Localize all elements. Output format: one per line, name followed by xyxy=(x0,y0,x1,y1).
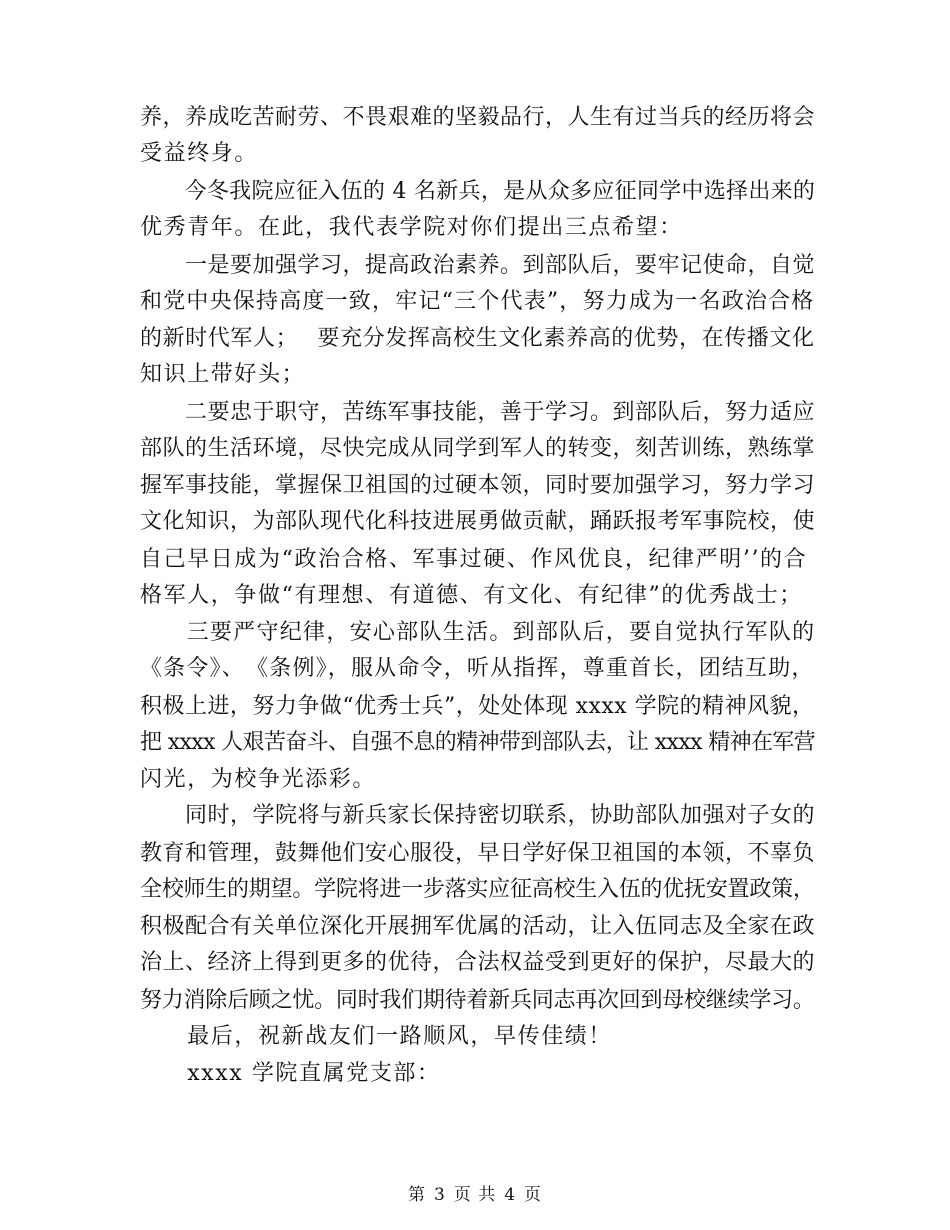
total-page-count: 4 xyxy=(504,1185,517,1205)
footer-suffix: 页 xyxy=(524,1185,543,1205)
footer-prefix: 第 xyxy=(407,1185,426,1205)
body-line: 部队的生活环境，尽快完成从同学到军人的转变，刻苦训练，熟练掌 xyxy=(140,436,816,461)
body-line: 一是要加强学习，提高政治素养。到部队后，要牢记使命，自觉 xyxy=(140,253,816,278)
body-line: 文化知识，为部队现代化科技进展勇做贡献，踊跃报考军事院校，使 xyxy=(140,509,816,534)
body-line: 今冬我院应征入伍的 4 名新兵，是从众多应征同学中选择出来的 xyxy=(140,179,816,204)
footer-middle: 页 共 xyxy=(453,1185,497,1205)
body-line: 养，养成吃苦耐劳、不畏艰难的坚毅品行，人生有过当兵的经历将会 xyxy=(140,105,816,130)
body-line: 积极上进，努力争做“优秀士兵”，处处体现 xxxx 学院的精神风貌， xyxy=(140,694,815,719)
current-page-number: 3 xyxy=(433,1185,446,1205)
body-line: 努力消除后顾之忧。同时我们期待着新兵同志再次回到母校继续学习。 xyxy=(140,988,815,1013)
body-line: 格军人，争做“有理想、有道德、有文化、有纪律”的优秀战士； xyxy=(140,583,803,608)
body-line: 全校师生的期望。学院将进一步落实应征高校生入伍的优抚安置政策， xyxy=(140,877,815,902)
body-line: 积极配合有关单位深化开展拥军优属的活动，让入伍同志及全家在政 xyxy=(140,914,816,939)
body-line: 把 xxxx 人艰苦奋斗、自强不息的精神带到部队去，让 xxxx 精神在军营 xyxy=(140,730,816,755)
body-line: 同时，学院将与新兵家长保持密切联系，协助部队加强对子女的 xyxy=(140,803,816,828)
body-line: 的新时代军人； 要充分发挥高校生文化素养高的优势，在传播文化 xyxy=(140,326,815,351)
body-line: 三要严守纪律，安心部队生活。到部队后，要自觉执行军队的 xyxy=(140,620,816,645)
body-line: 教育和管理，鼓舞他们安心服役，早日学好保卫祖国的本领，不辜负 xyxy=(140,841,816,866)
body-line: 受益终身。 xyxy=(140,141,259,166)
body-line: 知识上带好头； xyxy=(140,362,306,387)
body-line: 《条令》、 《条例》，服从命令，听从指挥，尊重首长，团结互助， xyxy=(140,656,815,681)
body-line: 二要忠于职守，苦练军事技能，善于学习。到部队后，努力适应 xyxy=(140,400,816,425)
body-line: 和党中央保持高度一致，牢记“三个代表”，努力成为一名政治合格 xyxy=(140,289,815,314)
body-line: 闪光，为校争光添彩。 xyxy=(140,767,377,792)
body-line: 最后，祝新战友们一路顺风，早传佳绩！ xyxy=(140,1024,613,1049)
body-line: 握军事技能，掌握保卫祖国的过硬本领，同时要加强学习，努力学习 xyxy=(140,473,816,498)
body-line: 治上、经济上得到更多的优待，合法权益受到更好的保护，尽最大的 xyxy=(140,950,816,975)
page-footer xyxy=(0,1180,950,1205)
body-line: xxxx 学院直属党支部： xyxy=(140,1061,441,1086)
body-line: 优秀青年。在此，我代表学院对你们提出三点希望： xyxy=(140,215,683,240)
body-line: 自己早日成为“政治合格、军事过硬、作风优良，纪律严明’’的合 xyxy=(140,547,808,572)
